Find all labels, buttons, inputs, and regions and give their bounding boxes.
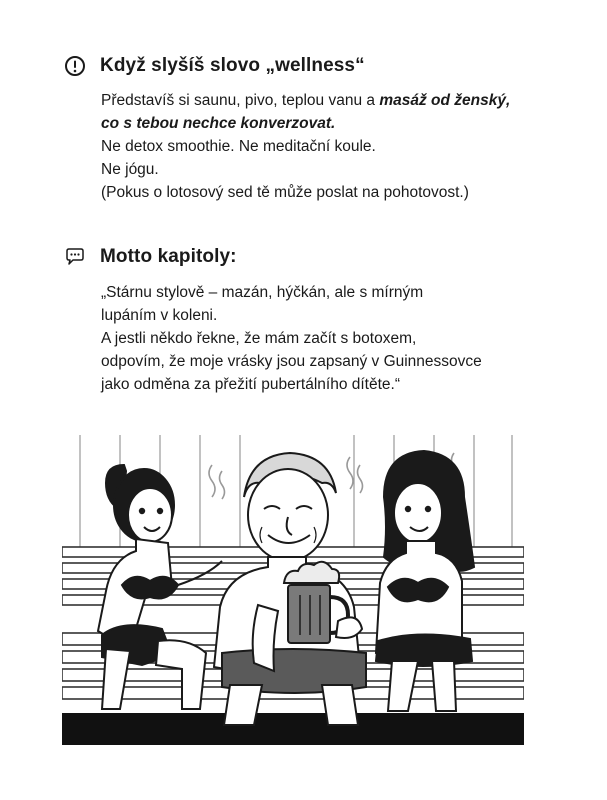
section-motto-body: [101, 281, 567, 396]
quote-line: jako odměna za přežití pubertálního dítěte.“: [101, 376, 400, 393]
sauna-scene-image: [62, 435, 524, 745]
text-plain: Představíš si saunu, pivo, teplou vanu a: [101, 92, 380, 109]
exclamation-circle-icon: [64, 55, 86, 77]
section-motto: [64, 246, 567, 396]
sauna-illustration: [62, 435, 524, 745]
section-wellness-heading: Když slyšíš slovo „wellness“: [100, 55, 365, 76]
text-bold-italic: masáž od ženský,: [379, 92, 511, 109]
section-wellness-header: [64, 55, 567, 77]
quote-line: lupáním v koleni.: [101, 307, 218, 324]
paragraph-line: [101, 89, 567, 112]
section-motto-header: [64, 246, 567, 268]
quote-line: „Stárnu stylově – mazán, hýčkán, ale s mírným: [101, 284, 424, 301]
text-bold-italic-line: co s tebou nechce konverzovat.: [101, 115, 336, 132]
paragraph-line: Ne jógu.: [101, 161, 159, 178]
section-wellness: [64, 55, 567, 204]
quote-line: A jestli někdo řekne, že mám začít s botoxem,: [101, 330, 417, 347]
section-wellness-body: [101, 89, 567, 204]
section-motto-heading: Motto kapitoly:: [100, 246, 237, 267]
speech-bubble-icon: [64, 246, 86, 268]
paragraph-line: (Pokus o lotosový sed tě může poslat na pohotovost.): [101, 184, 469, 201]
paragraph-line: Ne detox smoothie. Ne meditační koule.: [101, 138, 376, 155]
quote-line: odpovím, že moje vrásky jsou zapsaný v Guinnessovce: [101, 353, 482, 370]
